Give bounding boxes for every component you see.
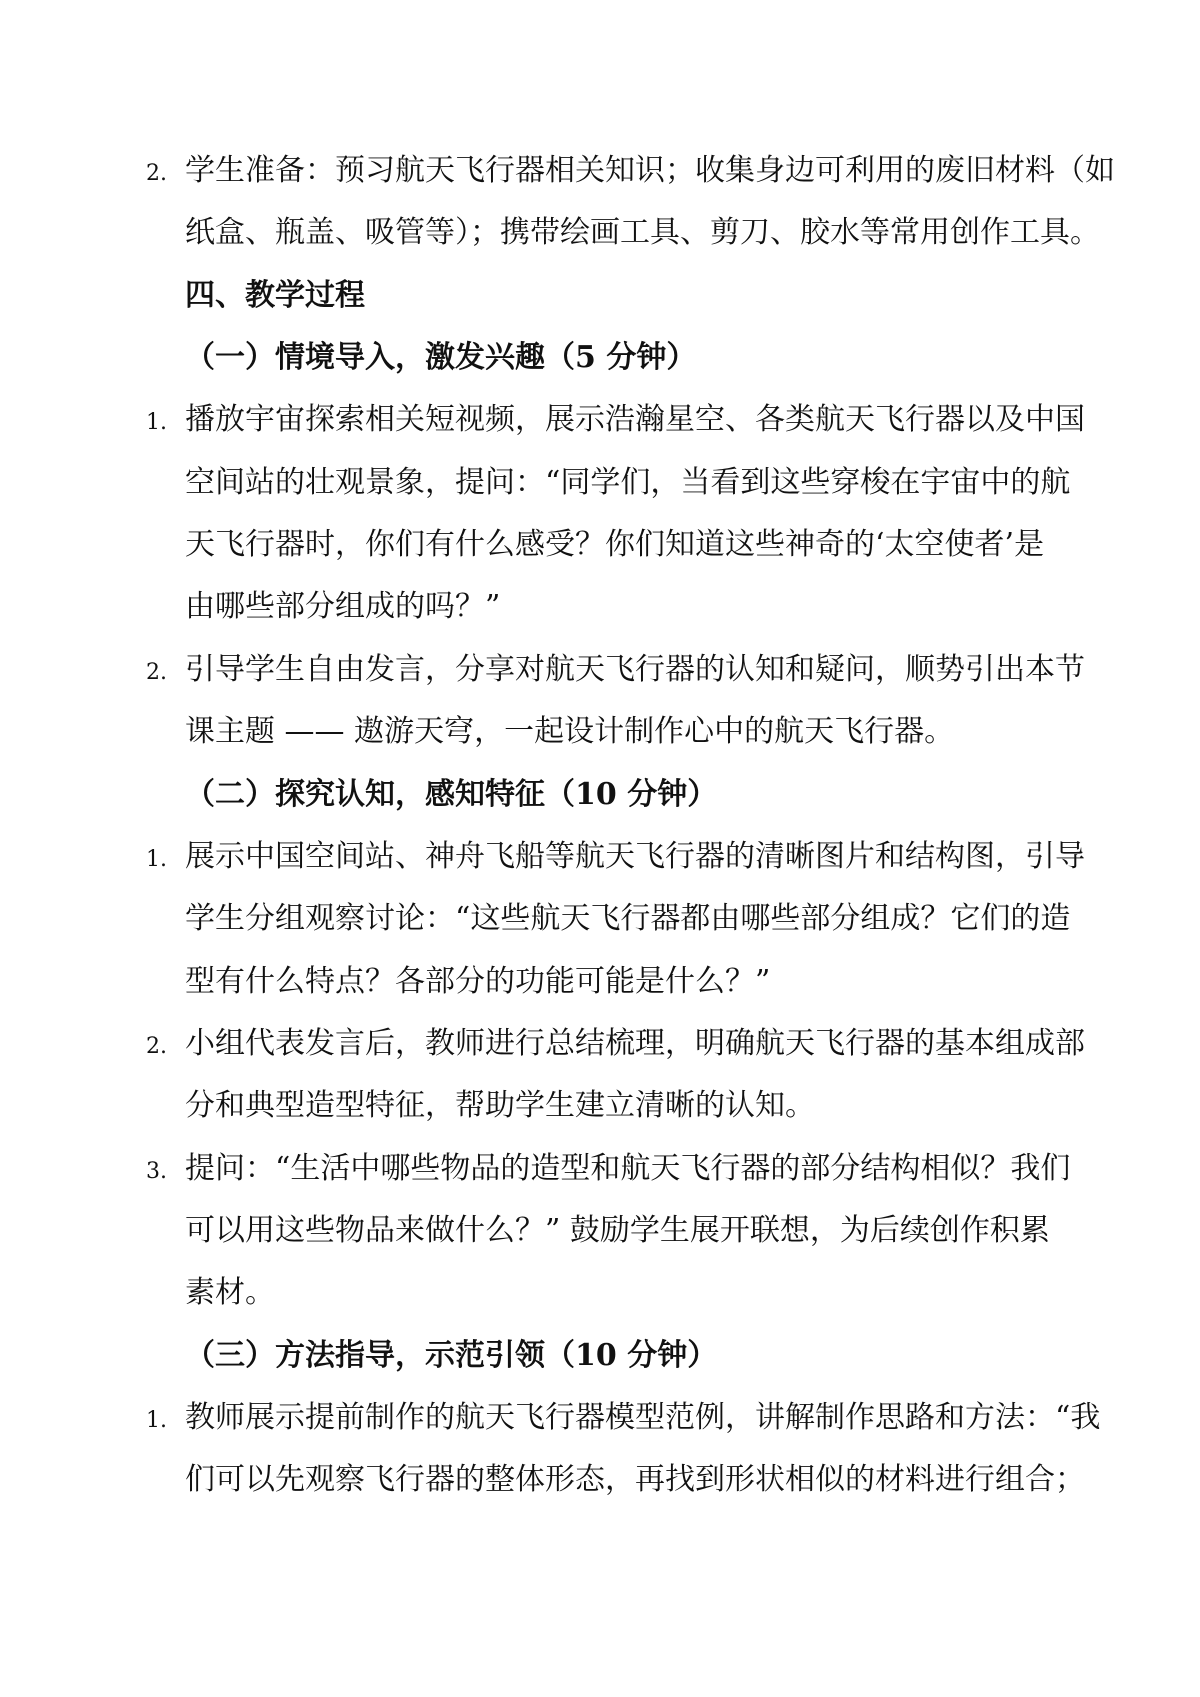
list-item-number: 1. [146,1408,167,1433]
list-item-line [0,708,1200,780]
paragraph-text: 素材。 [185,1275,275,1311]
list-item-line [0,1269,1200,1341]
subheading-text: （三）方法指导，示范引领（10 分钟） [185,1337,718,1373]
list-item-line [0,1082,1200,1154]
list-item-number: 2. [146,161,167,186]
subheading-text: （一）情境导入，激发兴趣（5 分钟） [185,340,697,376]
paragraph-text: 可以用这些物品来做什么？” 鼓励学生展开联想，为后续创作积累 [185,1212,1050,1248]
list-item-number: 2. [146,1033,167,1059]
list-item-line [0,1207,1200,1279]
list-item-line [0,521,1200,593]
paragraph-text: 型有什么特点？各部分的功能可能是什么？” [185,963,771,999]
paragraph-text: 纸盒、瓶盖、吸管等）；携带绘画工具、剪刀、胶水等常用创作工具。 [185,215,1100,251]
list-item-line [0,833,1200,905]
paragraph-text: 学生分组观察讨论：“这些航天飞行器都由哪些部分组成？它们的造 [185,901,1071,937]
list-item-line [0,209,1200,281]
paragraph-text: 空间站的壮观景象，提问：“同学们，当看到这些穿梭在宇宙中的航 [185,464,1071,500]
subsection-heading [0,1332,1200,1404]
paragraph-text: 们可以先观察飞行器的整体形态，再找到形状相似的材料进行组合； [185,1462,1085,1498]
paragraph-text: 引导学生自由发言，分享对航天飞行器的认知和疑问，顺势引出本节 [185,651,1085,687]
list-item-line [0,1456,1200,1528]
list-item-number: 1. [146,846,167,872]
paragraph-text: 天飞行器时，你们有什么感受？你们知道这些神奇的‘太空使者’是 [185,527,1045,563]
list-item-line [0,459,1200,531]
paragraph-text: 提问：“生活中哪些物品的造型和航天飞行器的部分结构相似？我们 [185,1150,1071,1186]
list-item-number: 1. [146,410,167,436]
list-item-line [0,958,1200,1030]
list-item-line [0,1145,1200,1217]
paragraph-text: 小组代表发言后，教师进行总结梳理，明确航天飞行器的基本组成部 [185,1025,1085,1061]
section-heading [0,272,1200,344]
list-item-line [0,1394,1200,1466]
list-item-line [0,1020,1200,1092]
list-item-line [0,646,1200,718]
list-item-line [0,147,1200,219]
list-item-line [0,583,1200,655]
list-item-number: 2. [146,659,167,685]
paragraph-text: 展示中国空间站、神舟飞船等航天飞行器的清晰图片和结构图，引导 [185,838,1085,874]
list-item-line [0,396,1200,468]
heading-text: 四、教学过程 [185,277,365,313]
paragraph-text: 学生准备：预习航天飞行器相关知识；收集身边可利用的废旧材料（如 [185,153,1115,188]
paragraph-text: 由哪些部分组成的吗？” [185,589,501,625]
paragraph-text: 课主题 —— 遨游天穹，一起设计制作心中的航天飞行器。 [185,714,955,750]
paragraph-text: 教师展示提前制作的航天飞行器模型范例，讲解制作思路和方法：“我 [185,1400,1101,1435]
subsection-heading [0,334,1200,406]
list-item-number: 3. [146,1158,167,1184]
subheading-text: （二）探究认知，感知特征（10 分钟） [185,776,718,812]
list-item-line [0,895,1200,967]
subsection-heading [0,771,1200,843]
paragraph-text: 分和典型造型特征，帮助学生建立清晰的认知。 [185,1088,815,1124]
paragraph-text: 播放宇宙探索相关短视频，展示浩瀚星空、各类航天飞行器以及中国 [185,402,1085,438]
